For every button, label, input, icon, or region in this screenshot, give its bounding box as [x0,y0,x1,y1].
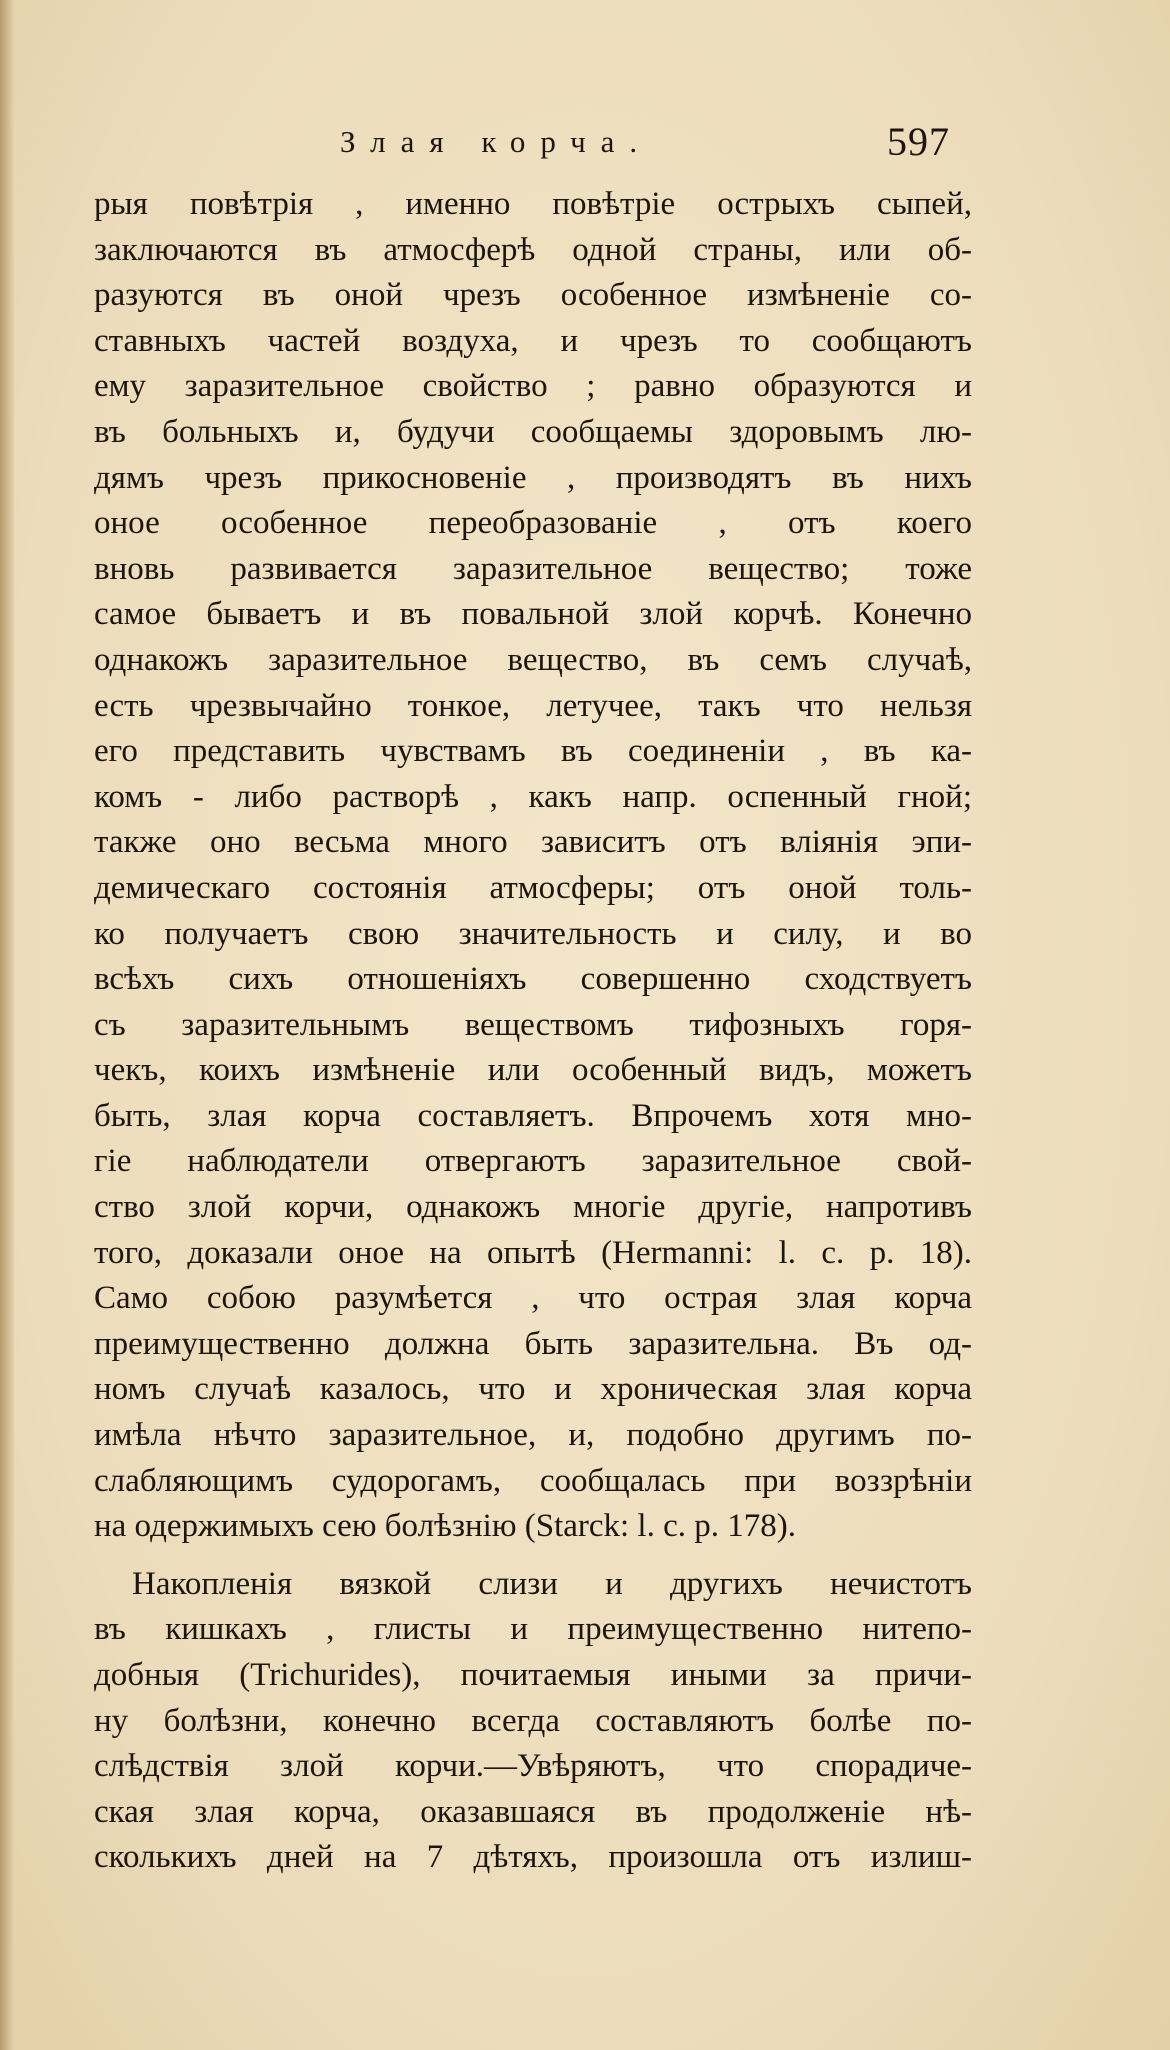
text-line: демическаго состоянія атмосферы; отъ оной толь- [94,869,972,906]
text-line: того, доказали оное на опытѣ (Hermanni: l. c. p. 18). [94,1234,972,1271]
paragraph-2 [94,1562,972,1881]
body-text [94,182,972,1881]
text-line: есть чрезвычайно тонкое, летучее, такъ что нельзя [94,687,972,724]
text-line: рыя повѣтрія , именно повѣтріе острыхъ сыпей, [94,186,972,222]
text-line: ко получаетъ свою значительность и силу, и во [94,915,972,952]
text-line: однакожъ заразительное вещество, въ семъ случаѣ, [94,641,972,678]
text-line: преимущественно должна быть заразительна. Въ од- [94,1325,972,1362]
text-line: на одержимыхъ сею болѣзнію (Starck: l. c. p. 178). [94,1508,796,1545]
paragraph-1 [94,182,972,1550]
text-line: самое бываетъ и въ повальной злой корчѣ. Конечно [94,596,972,633]
running-title: Злая корча. [340,124,653,159]
text-line: его представить чувствамъ въ соединеніи , въ ка- [94,733,972,770]
text-line: всѣхъ сихъ отношеніяхъ совершенно сходствуетъ [94,961,972,998]
text-line: вновь развивается заразительное вещество; тоже [94,550,972,587]
page-header [0,118,1170,178]
text-line: съ заразительнымъ веществомъ тифозныхъ горя- [94,1006,972,1043]
text-line: Само собою разумѣется , что острая злая корча [94,1280,972,1317]
text-line: имѣла нѣчто заразительное, и, подобно другимъ по- [94,1417,972,1454]
text-line: ему заразительное свойство ; равно образуются и [94,368,972,405]
text-line: номъ случаѣ казалось, что и хроническая злая корча [94,1371,972,1408]
text-line: сколькихъ дней на 7 дѣтяхъ, произошла отъ излиш- [94,1839,972,1876]
page-binding-edge [0,0,14,2050]
text-line: разуются въ оной чрезъ особенное измѣненіе со- [94,277,972,314]
text-line: комъ - либо растворѣ , какъ напр. оспенный гной; [94,778,972,815]
page-number: 597 [887,119,950,164]
text-line: ставныхъ частей воздуха, и чрезъ то сообщаютъ [94,322,972,359]
text-line: добныя (Trichurides), почитаемыя иными за причи- [94,1657,972,1693]
text-line: ство злой корчи, однакожъ многіе другіе, напротивъ [94,1189,972,1226]
text-line: слабляющимъ судорогамъ, сообщалась при воззрѣніи [94,1462,972,1499]
text-line: оное особенное переобразованіе , отъ коего [94,505,972,542]
text-line: чекъ, коихъ измѣненіе или особенный видъ, можетъ [94,1052,972,1089]
text-line: Накопленія вязкой слизи и другихъ нечистотъ [132,1565,972,1602]
text-line: заключаются въ атмосферѣ одной страны, или об- [94,231,972,268]
text-line: ну болѣзни, конечно всегда составляютъ болѣе по- [94,1702,972,1739]
text-line: гіе наблюдатели отвергаютъ заразительное свой- [94,1143,972,1180]
text-line: быть, злая корча составляетъ. Впрочемъ хотя мно- [94,1097,972,1134]
text-line: въ больныхъ и, будучи сообщаемы здоровымъ лю- [94,413,972,450]
paragraph-gap [94,1550,972,1562]
text-line: ская злая корча, оказавшаяся въ продолженіе нѣ- [94,1793,972,1830]
text-line: также оно весьма много зависитъ отъ вліянія эпи- [94,824,972,861]
text-line: въ кишкахъ , глисты и преимущественно нитепо- [94,1611,972,1648]
text-line: слѣдствія злой корчи.—Увѣряютъ, что спорадиче- [94,1748,972,1785]
text-line: дямъ чрезъ прикосновеніе , производятъ въ нихъ [94,459,972,496]
